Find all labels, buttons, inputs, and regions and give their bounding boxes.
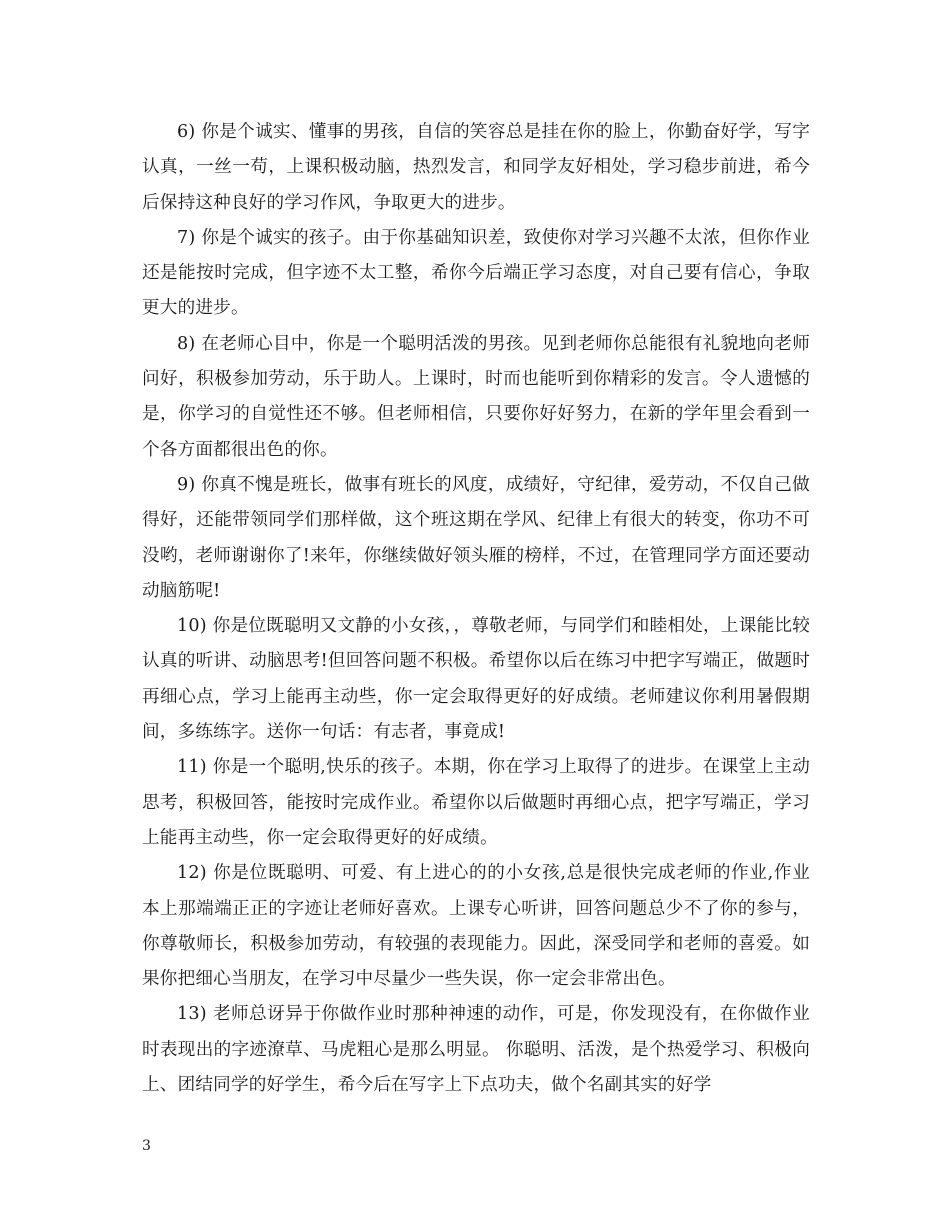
paragraph-11: 11) 你是一个聪明,快乐的孩子。本期，你在学习上取得了的进步。在课堂上主动思考，积极回答，能按时完成作业。希望你以后做题时再细心点，把字写端正，学习上能再主动些，你一定会取得更好的好成绩。: [142, 757, 810, 848]
paragraph-12: 12) 你是位既聪明、可爱、有上进心的的小女孩,总是很快完成老师的作业,作业本上那端端正正的字迹让老师好喜欢。上课专心听讲，回答问题总少不了你的参与，你尊敬师长，积极参加劳动，有较强的表现能力。因此，深受同学和老师的喜爱。如果你把细心当朋友，在学习中尽量少一些失误，你一定会非常出色。: [142, 863, 810, 990]
paragraph-8: 8) 在老师心目中，你是一个聪明活泼的男孩。见到老师你总能很有礼貌地向老师问好，积极参加劳动，乐于助人。上课时，时而也能听到你精彩的发言。令人遗憾的是，你学习的自觉性还不够。但老师相信，只要你好好努力，在新的学年里会看到一个各方面都很出色的你。: [142, 333, 810, 460]
paragraph-9: 9) 你真不愧是班长，做事有班长的风度，成绩好，守纪律，爱劳动，不仅自己做得好，还能带领同学们那样做，这个班这期在学风、纪律上有很大的转变，你功不可没哟，老师谢谢你了!来年，你继续做好领头雁的榜样，不过，在管理同学方面还要动动脑筋呢!: [142, 474, 810, 601]
paragraph-7: 7) 你是个诚实的孩子。由于你基础知识差，致使你对学习兴趣不太浓，但你作业还是能按时完成，但字迹不太工整，希你今后端正学习态度，对自己要有信心，争取更大的进步。: [142, 227, 810, 319]
paragraph-13: 13) 老师总讶异于你做作业时那种神速的动作，可是，你发现没有，在你做作业时表现出的字迹潦草、马虎粗心是那么明显。 你聪明、活泼，是个热爱学习、积极向上、团结同学的好学生，希今后在写字上下点功夫，做个名副其实的好学: [142, 1004, 810, 1096]
paragraph-6: 6) 你是个诚实、懂事的男孩，自信的笑容总是挂在你的脸上，你勤奋好学，写字认真，一丝一苟，上课积极动脑，热烈发言，和同学友好相处，学习稳步前进，希今后保持这种良好的学习作风，争取更大的进步。: [142, 122, 810, 213]
document-body: [142, 115, 810, 1103]
paragraph-10: 10) 你是位既聪明又文静的小女孩，，尊敬老师，与同学们和睦相处，上课能比较认真的听讲、动脑思考!但回答问题不积极。希望你以后在练习中把字写端正，做题时再细心点，学习上能再主动些，你一定会取得更好的好成绩。老师建议你利用暑假期间，多练练字。送你一句话：有志者，事竟成!: [142, 616, 810, 743]
page-number: 3: [142, 1138, 151, 1154]
